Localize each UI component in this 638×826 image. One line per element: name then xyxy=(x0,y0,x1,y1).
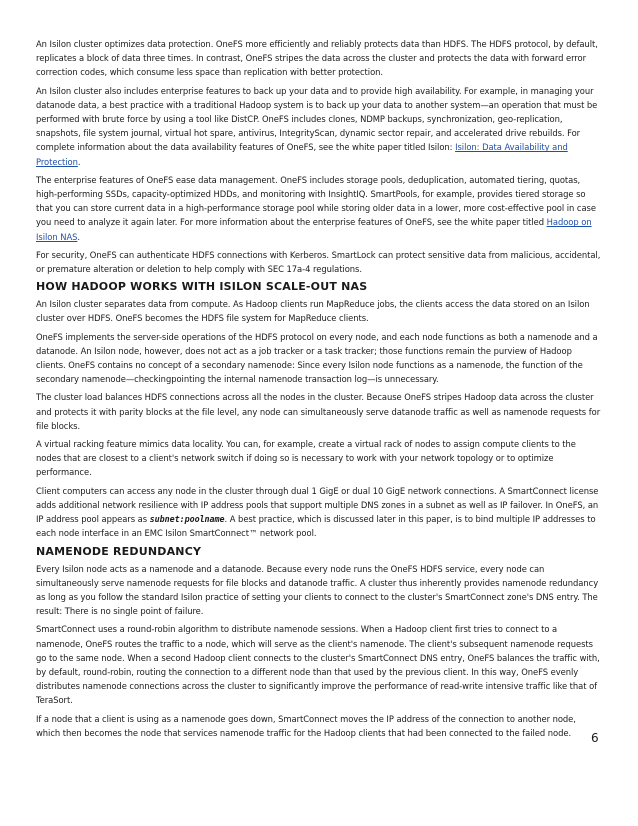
paragraph-enterprise-backup xyxy=(36,84,602,169)
paragraph-load-balancing: The cluster load balances HDFS connections across all the nodes in the cluster. Because OneFS stripes Hadoop data across the cluster and protects it with parity blocks at the file level, any node can simultaneously serve datanode traffic as well as namenode requests for file blocks. xyxy=(36,392,601,431)
page-number: 6 xyxy=(591,731,599,745)
paragraph-namenode-datanode: Every Isilon node acts as a namenode and a datanode. Because every node runs the OneFS HDFS service, every node can simultaneously serve namenode requests for file blocks and datanode traffic. A cluster thus inherently provides namenode redundancy as long as you follow the standard Isilon practice of setting your clients to connect to the cluster's SmartConnect zone's DNS entry. The result: There is no single point of failure. xyxy=(36,563,599,617)
paragraph-security: For security, OneFS can authenticate HDFS connections with Kerberos. SmartLock can protect sensitive data from malicious, accidental, or premature alteration or deletion to help comply with SEC 17a-4 regulations. xyxy=(36,249,601,275)
paragraph-virtual-racking: A virtual racking feature mimics data locality. You can, for example, create a virtual rack of nodes to assign compute clients to the nodes that are closest to a client's network switch if doing so is necessary to work with your network topology or to optimize performance. xyxy=(36,439,576,478)
paragraph-separates-data-compute: An Isilon cluster separates data from compute. As Hadoop clients run MapReduce jobs, the clients access the data stored on an Isilon cluster over HDFS. OneFS becomes the HDFS file system for MapReduce clients. xyxy=(36,299,590,324)
code-subnet-poolname: subnet:poolname xyxy=(149,514,225,525)
link-hadoop-on-isilon-nas[interactable]: Hadoop on Isilon NAS xyxy=(36,217,592,242)
document-body xyxy=(36,37,602,744)
link-data-availability-protection[interactable]: Isilon: Data Availability and Protection xyxy=(36,142,568,167)
paragraph-round-robin: SmartConnect uses a round-robin algorithm to distribute namenode sessions. When a Hadoop client first tries to connect to a namenode, OneFS routes the traffic to a node, which will serve as the client's namenode. The client's subsequent namenode requests go to the same node. When a second Hadoop client connects to the cluster's SmartConnect DNS entry, OneFS balances the traffic with, by default, round-robin, routing the connection to a different node than that used by the previous client. In this way, OneFS evenly distributes namenode connections across the cluster to significantly improve the performance of read-write intensive traffic like that of TeraSort. xyxy=(36,624,600,706)
paragraph-end: . xyxy=(77,156,81,167)
paragraph-text: An Isilon cluster also includes enterprise features to back up your data and to provide high availability. For example, in managing your datanode data, a best practice with a traditional Hadoop system is to back up your data to another system—an operation that must be performed with brute force by using a tool like DistCP. OneFS includes clones, NDMP backups, synchronization, geo-replication, snapshots, file system journal, virtual hot spare, antivirus, IntegrityScan, dynamic sector repair, and accelerated drive rebuilds. For complete information about the data availability features of OneFS, see the white paper titled Isilon: xyxy=(36,85,598,153)
paragraph-enterprise-features xyxy=(36,173,602,244)
paragraph-server-side-operations: OneFS implements the server-side operations of the HDFS protocol on every node, and each node functions as both a namenode and a datanode. An Isilon node, however, does not act as a job tracker or a task tracker; those functions remain the purview of Hadoop clients. OneFS contains no concept of a secondary namenode: Since every Isilon node functions as a namenode, the function of the secondary namenode—checkingpointing the internal namenode transaction log—is unnecessary. xyxy=(36,331,598,385)
heading-how-hadoop-works: HOW HADOOP WORKS WITH ISILON SCALE-OUT NAS xyxy=(36,280,368,294)
paragraph-end: . xyxy=(77,231,81,242)
paragraph-client-access xyxy=(36,484,602,541)
paragraph-text: Client computers can access any node in the cluster through dual 1 GigE or dual 10 GigE network connections. A SmartConnect license adds additional network resilience with IP address pools that support multiple DNS zones in a subnet as well as IP failover. In OneFS, an IP address pool appears as xyxy=(36,485,599,525)
paragraph-text-continued: . A best practice, which is discussed later in this paper, is to bind multiple IP addresses to each node interface in an EMC Isilon SmartConnect™ network pool. xyxy=(36,514,596,539)
paragraph-failover: If a node that a client is using as a namenode goes down, SmartConnect moves the IP address of the connection to another node, which then becomes the node that services namenode traffic for the Hadoop clients that had been connected to the failed node. xyxy=(36,713,576,738)
heading-namenode-redundancy: NAMENODE REDUNDANCY xyxy=(36,544,202,558)
paragraph-text: The enterprise features of OneFS ease data management. OneFS includes storage pools, deduplication, automated tiering, quotas, high-performing SSDs, capacity-optimized HDDs, and monitoring with InsightIQ. SmartPools, for example, provides tiered storage so that you can store current data in a high-performance storage pool while storing older data in a lower, more cost-effective pool in case you need to analyze it again later. For more information about the enterprise features of OneFS, see the white paper titled xyxy=(36,174,596,228)
paragraph-data-protection: An Isilon cluster optimizes data protection. OneFS more efficiently and reliably protects data than HDFS. The HDFS protocol, by default, replicates a block of data three times. In contrast, OneFS stripes the data across the cluster and protects the data with forward error correction codes, which consume less space than replication with better protection. xyxy=(36,39,598,78)
